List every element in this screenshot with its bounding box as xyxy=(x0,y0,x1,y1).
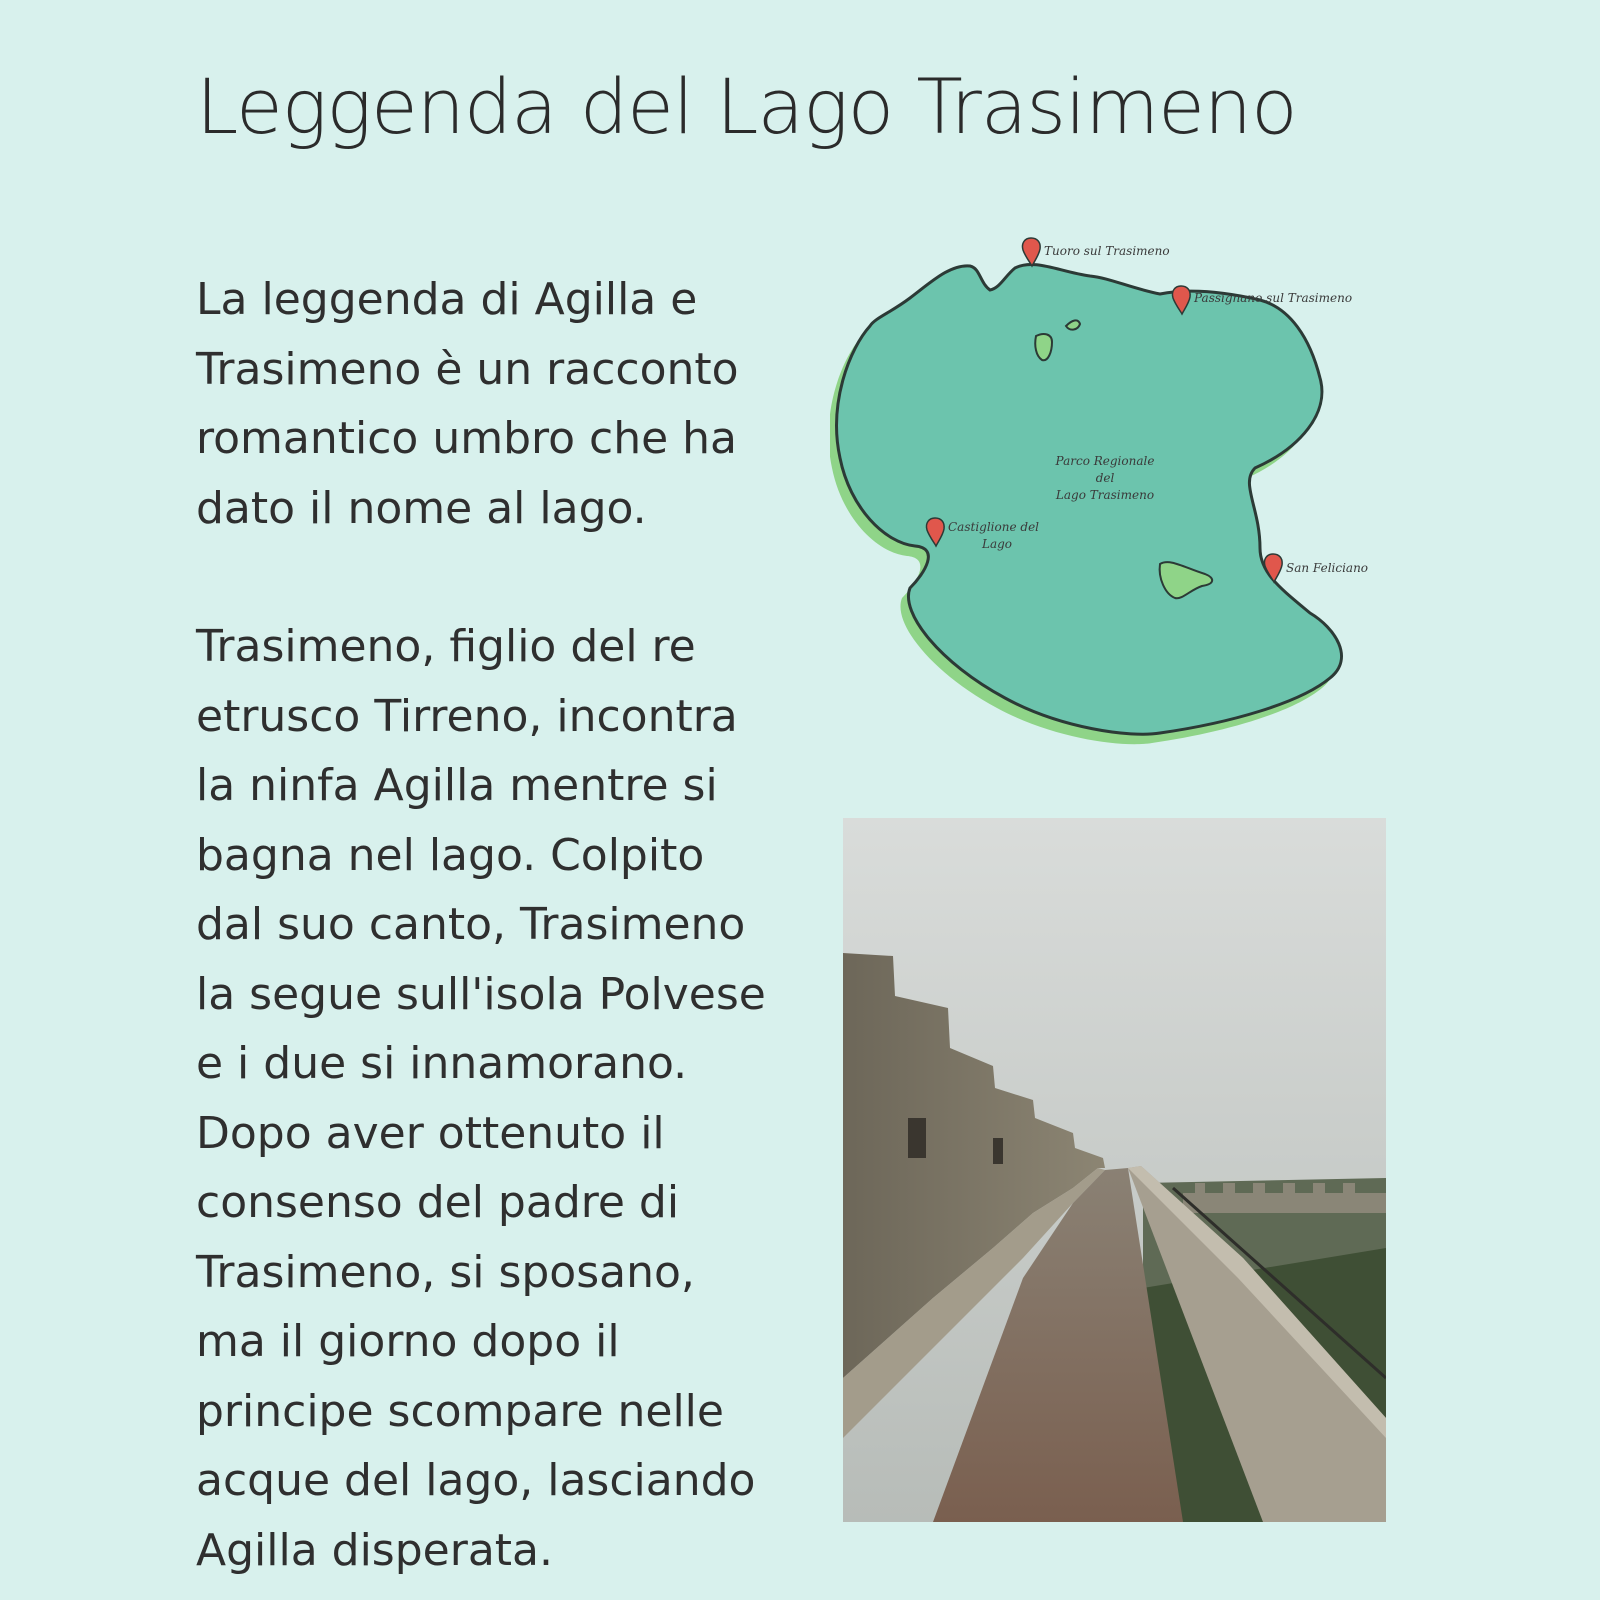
label-san-feliciano: San Feliciano xyxy=(1286,561,1369,575)
label-park-line3: Lago Trasimeno xyxy=(1055,488,1155,502)
label-park-line1: Parco Regionale xyxy=(1055,454,1155,468)
pin-icon-tuoro xyxy=(1022,238,1040,266)
lake-map xyxy=(830,228,1390,748)
label-castiglione: Castiglione del xyxy=(948,520,1040,534)
castle-wall-photo xyxy=(843,818,1386,1522)
photo-slit-1 xyxy=(908,1118,926,1158)
photo-slit-2 xyxy=(993,1138,1003,1164)
label-tuoro: Tuoro sul Trasimeno xyxy=(1044,244,1170,258)
page-title: Leggenda del Lago Trasimeno xyxy=(196,62,1297,151)
legend-paragraph: Trasimeno, figlio del re etrusco Tirreno, incontra la ninfa Agilla mentre si bagna nel lago. Colpito dal suo canto, Trasimeno la segue sull'isola Polvese e i due si innamorano. Dopo aver ottenuto il consenso del padre di Trasimeno, si sposano, ma il giorno dopo il principe scompare nelle acque del lago, lasciando Agilla disperata. xyxy=(196,621,766,1576)
label-passignano: Passignano sul Trasimeno xyxy=(1194,291,1353,305)
island-maggiore xyxy=(1035,334,1052,360)
label-castiglione-2: Lago xyxy=(982,537,1013,551)
intro-paragraph: La leggenda di Agilla e Trasimeno è un racconto romantico umbro che ha dato il nome al lago. xyxy=(196,274,739,534)
label-park-line2: del xyxy=(1095,471,1115,485)
